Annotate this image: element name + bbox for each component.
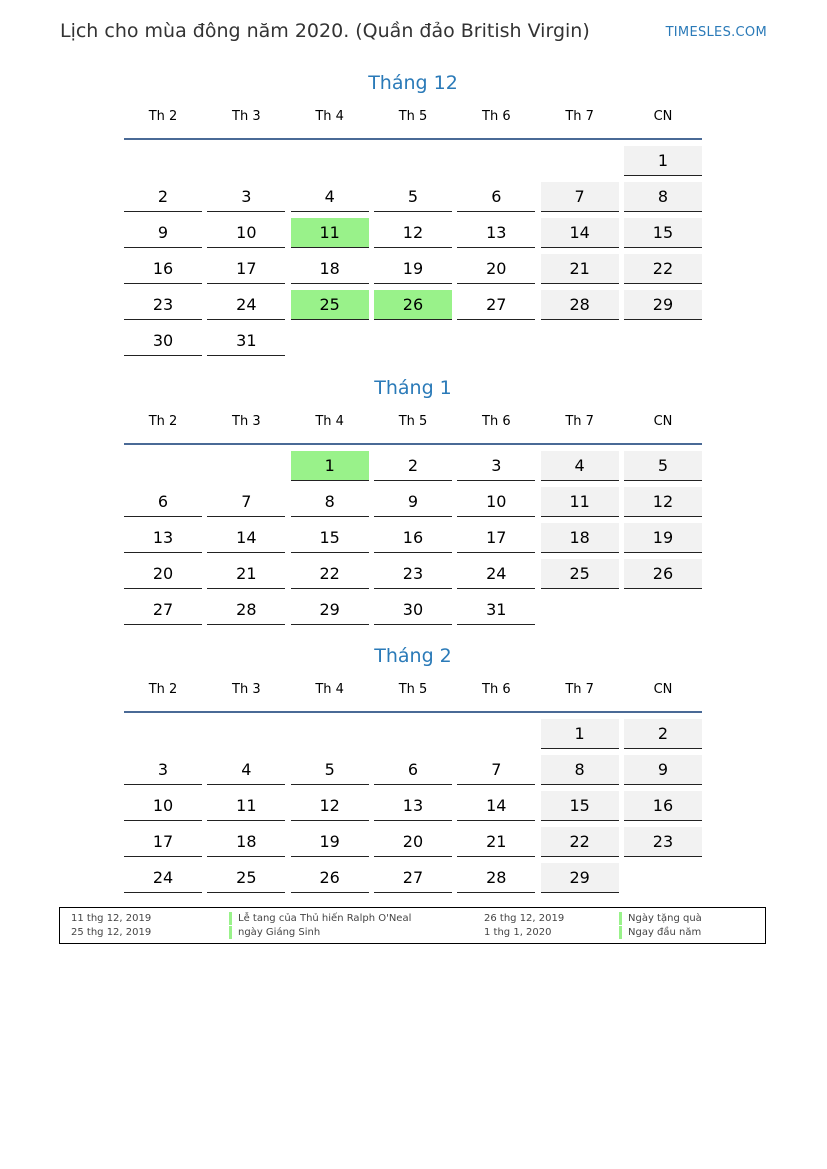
day-cell: 9 <box>124 218 202 248</box>
week-row <box>124 487 702 517</box>
day-cell: 21 <box>207 559 285 589</box>
month-title: Tháng 1 <box>374 377 452 399</box>
day-cell: 25 <box>207 863 285 893</box>
holiday-day-cell: 11 <box>291 218 369 248</box>
day-cell: 31 <box>457 595 535 625</box>
empty-day-cell <box>374 146 452 176</box>
week-row <box>124 863 702 893</box>
day-cell: 16 <box>624 791 702 821</box>
weekday-label: CN <box>653 414 673 429</box>
day-cell: 25 <box>541 559 619 589</box>
weekday-label: Th 3 <box>232 682 261 697</box>
day-cell: 29 <box>624 290 702 320</box>
weekday-label: CN <box>653 109 673 124</box>
day-cell: 4 <box>541 451 619 481</box>
weekday-label: Th 7 <box>565 414 594 429</box>
page-title: Lịch cho mùa đông năm 2020. (Quần đảo British Virgin) <box>60 20 590 42</box>
legend-date: 26 thg 12, 2019 <box>484 913 565 924</box>
week-row <box>124 146 702 176</box>
empty-day-cell <box>207 719 285 749</box>
day-cell: 18 <box>291 254 369 284</box>
week-row <box>124 326 702 356</box>
day-cell: 1 <box>624 146 702 176</box>
day-cell: 12 <box>291 791 369 821</box>
day-cell: 18 <box>207 827 285 857</box>
day-cell: 5 <box>374 182 452 212</box>
weekday-label: Th 4 <box>315 109 344 124</box>
brand-logo-text[interactable]: TIMESLES.COM <box>665 25 767 40</box>
month-block <box>124 373 702 625</box>
week-row <box>124 559 702 589</box>
weekday-label: Th 6 <box>482 682 511 697</box>
day-cell: 19 <box>624 523 702 553</box>
legend-date: 25 thg 12, 2019 <box>71 927 152 938</box>
month-block <box>124 641 702 893</box>
week-row <box>124 451 702 481</box>
weekday-label: Th 3 <box>232 109 261 124</box>
day-cell: 6 <box>374 755 452 785</box>
day-cell: 23 <box>624 827 702 857</box>
legend-holiday-name: ngày Giáng Sinh <box>229 926 320 939</box>
day-cell: 30 <box>374 595 452 625</box>
empty-day-cell <box>541 146 619 176</box>
empty-day-cell <box>457 326 535 356</box>
legend-holiday-name: Ngay đầu năm <box>619 926 701 939</box>
day-cell: 2 <box>624 719 702 749</box>
day-cell: 19 <box>291 827 369 857</box>
day-cell: 20 <box>457 254 535 284</box>
day-cell: 7 <box>207 487 285 517</box>
weekday-label: Th 4 <box>315 414 344 429</box>
day-cell: 4 <box>207 755 285 785</box>
holiday-day-cell: 25 <box>291 290 369 320</box>
day-cell: 12 <box>624 487 702 517</box>
day-cell: 8 <box>541 755 619 785</box>
month-title: Tháng 12 <box>368 72 458 94</box>
day-cell: 24 <box>207 290 285 320</box>
weekday-header-row <box>124 677 702 713</box>
legend-date: 11 thg 12, 2019 <box>71 913 152 924</box>
day-cell: 21 <box>457 827 535 857</box>
day-cell: 15 <box>541 791 619 821</box>
empty-day-cell <box>207 451 285 481</box>
day-cell: 13 <box>124 523 202 553</box>
day-cell: 13 <box>374 791 452 821</box>
week-row <box>124 218 702 248</box>
day-cell: 5 <box>291 755 369 785</box>
holiday-day-cell: 26 <box>374 290 452 320</box>
day-cell: 29 <box>541 863 619 893</box>
day-cell: 11 <box>207 791 285 821</box>
day-cell: 27 <box>457 290 535 320</box>
month-title: Tháng 2 <box>374 645 452 667</box>
day-cell: 10 <box>124 791 202 821</box>
day-cell: 16 <box>124 254 202 284</box>
legend-holiday-name: Lễ tang của Thủ hiến Ralph O'Neal <box>229 912 411 925</box>
day-cell: 3 <box>457 451 535 481</box>
empty-day-cell <box>624 595 702 625</box>
day-cell: 6 <box>457 182 535 212</box>
day-cell: 26 <box>291 863 369 893</box>
day-cell: 23 <box>124 290 202 320</box>
empty-day-cell <box>124 719 202 749</box>
week-row <box>124 791 702 821</box>
day-cell: 6 <box>124 487 202 517</box>
day-cell: 23 <box>374 559 452 589</box>
day-cell: 16 <box>374 523 452 553</box>
day-cell: 12 <box>374 218 452 248</box>
weekday-header-row <box>124 104 702 140</box>
day-cell: 3 <box>124 755 202 785</box>
weekday-label: Th 4 <box>315 682 344 697</box>
day-cell: 20 <box>374 827 452 857</box>
day-cell: 17 <box>207 254 285 284</box>
day-cell: 28 <box>457 863 535 893</box>
week-row <box>124 182 702 212</box>
weekday-label: Th 5 <box>398 109 428 124</box>
day-cell: 7 <box>457 755 535 785</box>
empty-day-cell <box>291 326 369 356</box>
day-cell: 15 <box>624 218 702 248</box>
day-cell: 9 <box>374 487 452 517</box>
empty-day-cell <box>457 719 535 749</box>
weekday-label: Th 6 <box>482 109 511 124</box>
week-row <box>124 595 702 625</box>
day-cell: 24 <box>124 863 202 893</box>
day-cell: 14 <box>457 791 535 821</box>
empty-day-cell <box>291 146 369 176</box>
day-cell: 17 <box>457 523 535 553</box>
empty-day-cell <box>374 326 452 356</box>
day-cell: 31 <box>207 326 285 356</box>
day-cell: 5 <box>624 451 702 481</box>
day-cell: 3 <box>207 182 285 212</box>
day-cell: 10 <box>457 487 535 517</box>
weekday-label: Th 7 <box>565 109 594 124</box>
day-cell: 26 <box>624 559 702 589</box>
week-row <box>124 827 702 857</box>
day-cell: 20 <box>124 559 202 589</box>
weekday-label: Th 5 <box>398 682 428 697</box>
day-cell: 7 <box>541 182 619 212</box>
day-cell: 29 <box>291 595 369 625</box>
legend-holiday-name: Ngày tặng quà <box>619 912 702 925</box>
day-cell: 28 <box>541 290 619 320</box>
day-cell: 8 <box>624 182 702 212</box>
weekday-label: Th 2 <box>148 682 178 697</box>
day-cell: 27 <box>124 595 202 625</box>
day-cell: 21 <box>541 254 619 284</box>
day-cell: 22 <box>291 559 369 589</box>
day-cell: 4 <box>291 182 369 212</box>
weekday-label: Th 7 <box>565 682 594 697</box>
legend-date: 1 thg 1, 2020 <box>484 927 552 938</box>
day-cell: 15 <box>291 523 369 553</box>
weekday-label: Th 2 <box>148 414 178 429</box>
day-cell: 10 <box>207 218 285 248</box>
day-cell: 17 <box>124 827 202 857</box>
week-row <box>124 523 702 553</box>
day-cell: 11 <box>541 487 619 517</box>
day-cell: 1 <box>541 719 619 749</box>
week-row <box>124 719 702 749</box>
day-cell: 2 <box>374 451 452 481</box>
empty-day-cell <box>541 595 619 625</box>
weekday-label: Th 2 <box>148 109 178 124</box>
day-cell: 24 <box>457 559 535 589</box>
day-cell: 18 <box>541 523 619 553</box>
day-cell: 14 <box>541 218 619 248</box>
day-cell: 9 <box>624 755 702 785</box>
empty-day-cell <box>207 146 285 176</box>
holiday-legend <box>59 907 766 944</box>
empty-day-cell <box>374 719 452 749</box>
day-cell: 28 <box>207 595 285 625</box>
day-cell: 22 <box>541 827 619 857</box>
empty-day-cell <box>124 146 202 176</box>
weekday-label: Th 3 <box>232 414 261 429</box>
empty-day-cell <box>624 326 702 356</box>
empty-day-cell <box>457 146 535 176</box>
weekday-label: Th 5 <box>398 414 428 429</box>
weekday-header-row <box>124 409 702 445</box>
week-row <box>124 755 702 785</box>
day-cell: 27 <box>374 863 452 893</box>
week-row <box>124 254 702 284</box>
week-row <box>124 290 702 320</box>
day-cell: 2 <box>124 182 202 212</box>
empty-day-cell <box>124 451 202 481</box>
empty-day-cell <box>624 863 702 893</box>
day-cell: 19 <box>374 254 452 284</box>
weekday-label: Th 6 <box>482 414 511 429</box>
day-cell: 30 <box>124 326 202 356</box>
holiday-day-cell: 1 <box>291 451 369 481</box>
day-cell: 8 <box>291 487 369 517</box>
day-cell: 13 <box>457 218 535 248</box>
month-block <box>124 68 702 356</box>
day-cell: 14 <box>207 523 285 553</box>
weekday-label: CN <box>653 682 673 697</box>
empty-day-cell <box>541 326 619 356</box>
day-cell: 22 <box>624 254 702 284</box>
empty-day-cell <box>291 719 369 749</box>
